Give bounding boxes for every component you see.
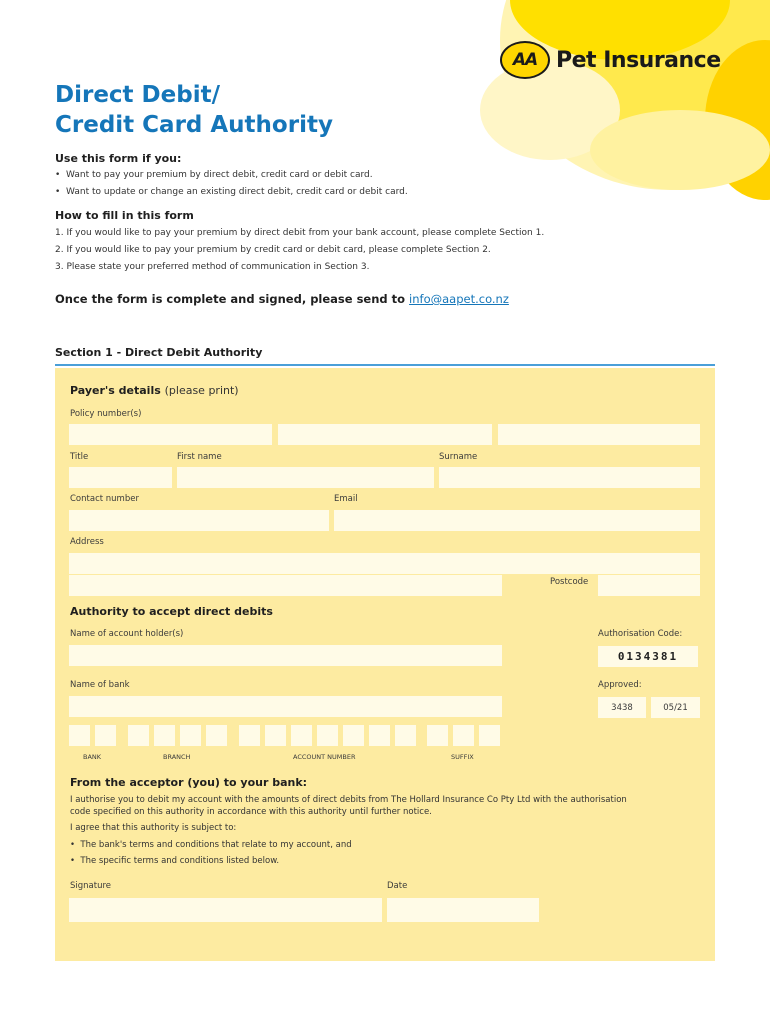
policy-number-field-3[interactable] (498, 424, 700, 445)
how-to-step: 1. If you would like to pay your premium by direct debit from your bank account, please complete Section 1. (55, 228, 545, 238)
email-link[interactable]: info@aapet.co.nz (409, 292, 509, 306)
account-digit-box[interactable] (395, 725, 416, 746)
payer-details-heading: Payer's details (please print) (70, 384, 239, 397)
branch-caption: BRANCH (163, 753, 191, 761)
postcode-label: Postcode (550, 577, 589, 587)
account-digit-box[interactable] (291, 725, 312, 746)
account-holder-label: Name of account holder(s) (70, 629, 184, 639)
account-digit-box[interactable] (343, 725, 364, 746)
date-label: Date (387, 881, 408, 891)
brand-name: Pet Insurance (556, 47, 721, 73)
suffix-digit-box[interactable] (427, 725, 448, 746)
title-label: Title (70, 452, 89, 462)
use-form-heading: Use this form if you: (55, 152, 182, 165)
policy-number-field-2[interactable] (278, 424, 492, 445)
title-line-2: Credit Card Authority (55, 112, 333, 138)
account-digit-box[interactable] (317, 725, 338, 746)
brand-logo (500, 40, 721, 80)
bank-caption: BANK (83, 753, 102, 761)
bank-digit-box[interactable] (95, 725, 116, 746)
authorisation-line: I authorise you to debit my account with the amounts of direct debits from The Hollard Insurance Co Pty Ltd with the authorisation (70, 795, 627, 805)
approved-number: 3438 (598, 697, 646, 718)
aa-logo-icon: AA (500, 41, 550, 79)
contact-number-label: Contact number (70, 494, 139, 504)
address-field-line-2[interactable] (69, 575, 502, 596)
use-form-bullet: • Want to pay your premium by direct debit, credit card or debit card. (55, 170, 373, 180)
suffix-digit-box[interactable] (479, 725, 500, 746)
account-number-caption: ACCOUNT NUMBER (293, 753, 356, 761)
terms-bullets (70, 837, 352, 869)
section-divider (55, 364, 715, 366)
surname-label: Surname (439, 452, 478, 462)
contact-number-field[interactable] (69, 510, 329, 531)
suffix-caption: SUFFIX (451, 753, 474, 761)
title-line-1: Direct Debit/ (55, 82, 220, 108)
email-label: Email (334, 494, 358, 504)
authorisation-line: code specified on this authority in accordance with this authority until further notice. (70, 807, 432, 817)
suffix-digit-box[interactable] (453, 725, 474, 746)
bank-digit-box[interactable] (69, 725, 90, 746)
email-field[interactable] (334, 510, 700, 531)
agree-text: I agree that this authority is subject to: (70, 823, 237, 833)
branch-digit-box[interactable] (180, 725, 201, 746)
signature-field[interactable] (69, 898, 382, 922)
how-to-steps (55, 225, 544, 276)
title-field[interactable] (69, 467, 172, 488)
auth-code-value: 0134381 (598, 646, 698, 667)
approved-date: 05/21 (651, 697, 700, 718)
account-holder-field[interactable] (69, 645, 502, 666)
postcode-field[interactable] (598, 575, 700, 596)
bank-name-label: Name of bank (70, 680, 130, 690)
first-name-label: First name (177, 452, 222, 462)
address-field-line-1[interactable] (69, 553, 700, 574)
acceptor-heading: From the acceptor (you) to your bank: (70, 776, 308, 789)
bank-name-field[interactable] (69, 696, 502, 717)
branch-digit-box[interactable] (206, 725, 227, 746)
how-to-heading: How to fill in this form (55, 209, 194, 222)
terms-bullet: • The bank's terms and conditions that relate to my account, and (70, 840, 352, 850)
first-name-field[interactable] (177, 467, 434, 488)
how-to-step: 2. If you would like to pay your premium by credit card or debit card, please complete Section 2. (55, 245, 491, 255)
branch-digit-box[interactable] (154, 725, 175, 746)
page-title (55, 80, 333, 140)
surname-field[interactable] (439, 467, 700, 488)
authority-heading: Authority to accept direct debits (70, 605, 273, 618)
auth-code-label: Authorisation Code: (598, 629, 683, 639)
date-field[interactable] (387, 898, 539, 922)
how-to-step: 3. Please state your preferred method of communication in Section 3. (55, 262, 370, 272)
use-form-bullet: • Want to update or change an existing direct debit, credit card or debit card. (55, 187, 408, 197)
send-instructions: Once the form is complete and signed, please send to info@aapet.co.nz (55, 292, 509, 306)
account-digit-box[interactable] (265, 725, 286, 746)
use-form-bullets (55, 167, 408, 201)
signature-label: Signature (70, 881, 112, 891)
policy-number-field-1[interactable] (69, 424, 272, 445)
authorisation-text (70, 794, 627, 818)
section-1-title: Section 1 - Direct Debit Authority (55, 346, 263, 359)
address-label: Address (70, 537, 104, 547)
terms-bullet: • The specific terms and conditions listed below. (70, 856, 280, 866)
yellow-flower-graphic (370, 0, 770, 200)
policy-number-label: Policy number(s) (70, 409, 142, 419)
approved-label: Approved: (598, 680, 642, 690)
account-digit-box[interactable] (239, 725, 260, 746)
branch-digit-box[interactable] (128, 725, 149, 746)
account-digit-box[interactable] (369, 725, 390, 746)
